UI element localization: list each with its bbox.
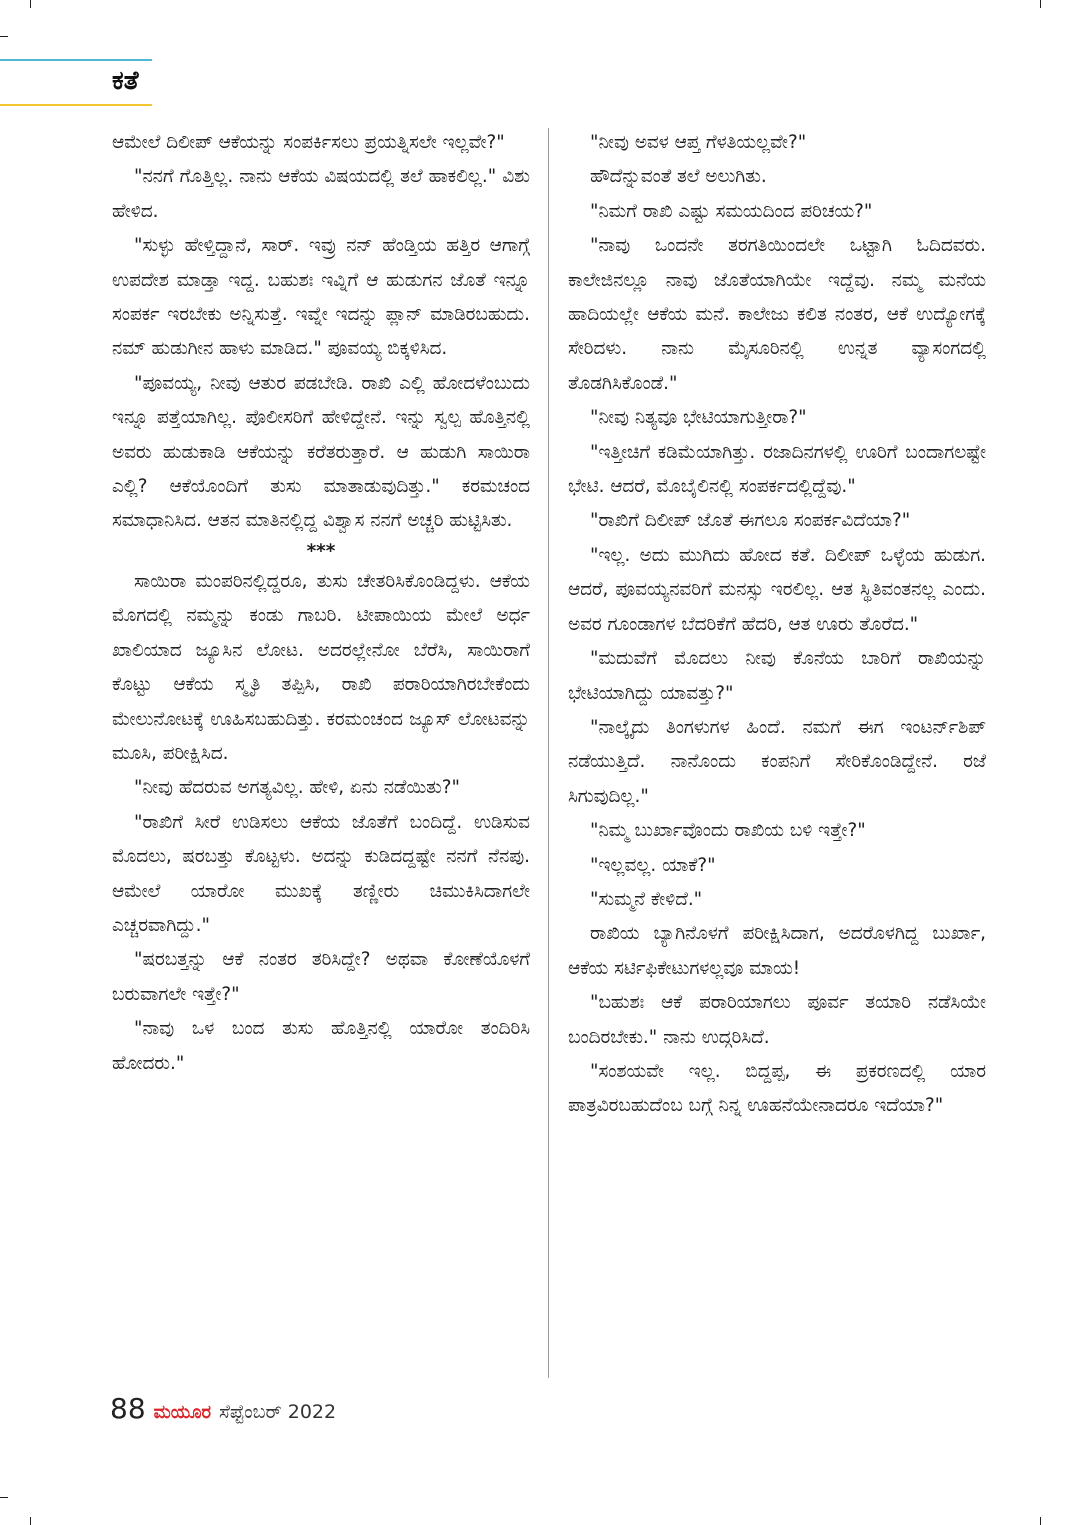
section-label: ಕತೆ xyxy=(112,66,139,96)
paragraph: "ಸಂಶಯವೇ ಇಲ್ಲ. ಬಿದ್ದಪ್ಪ, ಈ ಪ್ರಕರಣದಲ್ಲಿ ಯಾರ ಪಾತ್ರವಿರಬಹುದೆಂಬ ಬಗ್ಗೆ ನಿನ್ನ ಊಹನೆಯೇನಾದರೂ ಇದೆಯಾ?" xyxy=(568,1060,986,1117)
crop-mark xyxy=(0,36,8,37)
paragraph: "ಇಲ್ಲವಲ್ಲ. ಯಾಕೆ?" xyxy=(590,854,716,876)
crop-mark xyxy=(1040,1517,1041,1525)
paragraph: "ನೀವು ಅವಳ ಆಪ್ತ ಗೆಳತಿಯಲ್ಲವೇ?" xyxy=(590,132,807,153)
paragraph: "ಬಹುಶಃ ಆಕೆ ಪರಾರಿಯಾಗಲು ಪೂರ್ವ ತಯಾರಿ ನಡೆಸಿಯೇ ಬಂದಿರಬೇಕು." ನಾನು ಉದ್ಗರಿಸಿದೆ. xyxy=(568,992,986,1048)
paragraph: ರಾಖಿಯ ಬ್ಯಾಗಿನೊಳಗೆ ಪರೀಕ್ಷಿಸಿದಾಗ, ಅದರೊಳಗಿದ್ದ ಬುರ್ಖಾ, ಆಕೆಯ ಸರ್ಟಿಫಿಕೇಟುಗಳಲ್ಲವೂ ಮಾಯ! xyxy=(568,923,986,979)
paragraph: "ಸುಮ್ಮನೆ ಕೇಳಿದೆ." xyxy=(590,888,703,910)
page-number: 88 xyxy=(110,1392,146,1425)
paragraph: ಆಮೇಲೆ ದಿಲೀಪ್ ಆಕೆಯನ್ನು ಸಂಪರ್ಕಿಸಲು ಪ್ರಯತ್ನಿಸಲೇ ಇಲ್ಲವೇ?" xyxy=(112,132,505,153)
paragraph: "ಪೂವಯ್ಯ, ನೀವು ಆತುರ ಪಡಬೇಡಿ. ರಾಖಿ ಎಲ್ಲಿ ಹೋದಳೆಂಬುದು ಇನ್ನೂ ಪತ್ತೆಯಾಗಿಲ್ಲ. ಪೊಲೀಸರಿಗೆ ಹೇಳಿದ್ದೇನೆ. ಇನ್ನು ಸ್ವಲ್ಪ ಹೊತ್ತಿನಲ್ಲಿ ಅವರು ಹುಡುಕಾಡಿ ಆಕೆಯನ್ನು ಕರೆತರುತ್ತಾರೆ. ಆ ಹುಡುಗಿ ಸಾಯಿರಾ ಎಲ್ಲಿ? ಆಕೆಯೊಂದಿಗೆ ತುಸು ಮಾತಾಡುವುದಿತ್ತು." ಕರಮಚಂದ ಸಮಾಧಾನಿಸಿದ. ಆತನ ಮಾತಿನಲ್ಲಿದ್ದ ವಿಶ್ವಾಸ ನನಗೆ ಅಚ್ಚರಿ ಹುಟ್ಟಿಸಿತು. xyxy=(112,372,530,532)
paragraph: "ನಿಮಗೆ ರಾಖಿ ಎಷ್ಟು ಸಮಯದಿಂದ ಪರಿಚಯ?" xyxy=(590,200,873,222)
paragraph: "ನಾಲ್ಕೈದು ತಿಂಗಳುಗಳ ಹಿಂದೆ. ನಮಗೆ ಈಗ ಇಂಟರ್ನ್‌ಶಿಪ್ ನಡೆಯುತ್ತಿದೆ. ನಾನೊಂದು ಕಂಪನಿಗೆ ಸೇರಿಕೊಂಡಿದ್ದೇನೆ. ರಜೆ ಸಿಗುವುದಿಲ್ಲ." xyxy=(568,716,986,807)
crop-mark xyxy=(1040,0,1041,8)
crop-mark xyxy=(30,1517,31,1525)
left-column xyxy=(112,126,530,1081)
paragraph: ಸಾಯಿರಾ ಮಂಪರಿನಲ್ಲಿದ್ದರೂ, ತುಸು ಚೇತರಿಸಿಕೊಂಡಿದ್ದಳು. ಆಕೆಯ ಮೊಗದಲ್ಲಿ ನಮ್ಮನ್ನು ಕಂಡು ಗಾಬರಿ. ಟೀಪಾಯಿಯ ಮೇಲೆ ಅರ್ಧ ಖಾಲಿಯಾದ ಜ್ಯೂಸಿನ ಲೋಟ. ಅದರಲ್ಲೇನೋ ಬೆರೆಸಿ, ಸಾಯಿರಾಗೆ ಕೊಟ್ಟು ಆಕೆಯ ಸ್ಮೃತಿ ತಪ್ಪಿಸಿ, ರಾಖಿ ಪರಾರಿಯಾಗಿರಬೇಕೆಂದು ಮೇಲುನೋಟಕ್ಕೆ ಊಹಿಸಬಹುದಿತ್ತು. ಕರಮಂಚಂದ ಜ್ಯೂಸ್ ಲೋಟವನ್ನು ಮೂಸಿ, ಪರೀಕ್ಷಿಸಿದ. xyxy=(112,570,530,764)
paragraph: "ಇತ್ತೀಚಿಗೆ ಕಡಿಮೆಯಾಗಿತ್ತು. ರಜಾದಿನಗಳಲ್ಲಿ ಊರಿಗೆ ಬಂದಾಗಲಷ್ಟೇ ಭೇಟಿ. ಆದರೆ, ಮೊಬೈಲಿನಲ್ಲಿ ಸಂಪರ್ಕದಲ್ಲಿದ್ದೆವು." xyxy=(568,441,986,498)
column-divider xyxy=(548,128,549,1378)
header-rule-yellow xyxy=(0,104,152,106)
page-footer xyxy=(110,1392,336,1425)
paragraph: "ಷರಬತ್ತನ್ನು ಆಕೆ ನಂತರ ತರಿಸಿದ್ದೇ? ಅಥವಾ ಕೋಣೆಯೊಳಗೆ ಬರುವಾಗಲೇ ಇತ್ತೇ?" xyxy=(112,949,530,1005)
paragraph: "ನಿಮ್ಮ ಬುರ್ಖಾವೊಂದು ರಾಖಿಯ ಬಳಿ ಇತ್ತೇ?" xyxy=(590,820,866,842)
paragraph: "ನೀವು ನಿತ್ಯವೂ ಭೇಟಿಯಾಗುತ್ತೀರಾ?" xyxy=(590,407,807,429)
paragraph: "ಇಲ್ಲ. ಅದು ಮುಗಿದು ಹೋದ ಕತೆ. ದಿಲೀಪ್ ಒಳ್ಳೆಯ ಹುಡುಗ. ಆದರೆ, ಪೂವಯ್ಯನವರಿಗೆ ಮನಸ್ಸು ಇರಲಿಲ್ಲ. ಆತ ಸ್ಥಿತಿವಂತನಲ್ಲ ಎಂದು. ಅವರ ಗೂಂಡಾಗಳ ಬೆದರಿಕೆಗೆ ಹೆದರಿ, ಆತ ಊರು ತೊರೆದ." xyxy=(568,544,986,635)
paragraph: "ಮದುವೆಗೆ ಮೊದಲು ನೀವು ಕೊನೆಯ ಬಾರಿಗೆ ರಾಖಿಯನ್ನು ಭೇಟಿಯಾಗಿದ್ದು ಯಾವತ್ತು?" xyxy=(568,648,986,704)
crop-mark xyxy=(30,0,31,8)
paragraph: "ನಾವು ಒಳ ಬಂದ ತುಸು ಹೊತ್ತಿನಲ್ಲಿ ಯಾರೋ ತಂದಿರಿಸಿ ಹೋದರು." xyxy=(112,1018,530,1074)
magazine-logo: ಮಯೂರ xyxy=(153,1402,212,1423)
paragraph: "ರಾಖಿಗೆ ಸೀರೆ ಉಡಿಸಲು ಆಕೆಯ ಜೊತೆಗೆ ಬಂದಿದ್ದೆ. ಉಡಿಸುವ ಮೊದಲು, ಷರಬತ್ತು ಕೊಟ್ಟಳು. ಅದನ್ನು ಕುಡಿದದ್ದಷ್ಟೇ ನನಗೆ ನೆನಪು. ಆಮೇಲೆ ಯಾರೋ ಮುಖಕ್ಕೆ ತಣ್ಣೀರು ಚಿಮುಕಿಸಿದಾಗಲೇ ಎಚ್ಚರವಾಗಿದ್ದು." xyxy=(112,811,530,936)
paragraph: ಹೌದೆನ್ನುವಂತೆ ತಲೆ ಅಲುಗಿತು. xyxy=(590,166,767,188)
right-column xyxy=(568,126,986,1124)
header-rule-blue xyxy=(0,59,152,61)
paragraph: "ನಾವು ಒಂದನೇ ತರಗತಿಯಿಂದಲೇ ಒಟ್ಟಾಗಿ ಓದಿದವರು. ಕಾಲೇಜಿನಲ್ಲೂ ನಾವು ಜೊತೆಯಾಗಿಯೇ ಇದ್ದೆವು. ನಮ್ಮ ಮನೆಯ ಹಾದಿಯಲ್ಲೇ ಆಕೆಯ ಮನೆ. ಕಾಲೇಜು ಕಲಿತ ನಂತರ, ಆಕೆ ಉದ್ಯೋಗಕ್ಕೆ ಸೇರಿದಳು. ನಾನು ಮೈಸೂರಿನಲ್ಲಿ ಉನ್ನತ ವ್ಯಾಸಂಗದಲ್ಲಿ ತೊಡಗಿಸಿಕೊಂಡೆ." xyxy=(568,235,986,394)
paragraph: "ರಾಖಿಗೆ ದಿಲೀಪ್ ಜೊತೆ ಈಗಲೂ ಸಂಪರ್ಕವಿದೆಯಾ?" xyxy=(590,510,911,532)
section-separator: *** xyxy=(306,540,336,562)
issue-date: ಸೆಪ್ಟೆಂಬರ್ 2022 xyxy=(219,1401,337,1423)
paragraph: "ನನಗೆ ಗೊತ್ತಿಲ್ಲ. ನಾನು ಆಕೆಯ ವಿಷಯದಲ್ಲಿ ತಲೆ ಹಾಕಲಿಲ್ಲ." ವಿಶು ಹೇಳಿದ. xyxy=(112,166,530,222)
crop-mark xyxy=(0,1497,8,1498)
paragraph: "ಸುಳ್ಳು ಹೇಳ್ತಿದ್ದಾನೆ, ಸಾರ್. ಇವ್ರು ನನ್ ಹೆಂಡ್ತಿಯ ಹತ್ತಿರ ಆಗಾಗ್ಗೆ ಉಪದೇಶ ಮಾಡ್ತಾ ಇದ್ದ. ಬಹುಶಃ ಇವ್ನಿಗೆ ಆ ಹುಡುಗನ ಜೊತೆ ಇನ್ನೂ ಸಂಪರ್ಕ ಇರಬೇಕು ಅನ್ನಿಸುತ್ತೆ. ಇವ್ನೇ ಇದನ್ನು ಪ್ಲಾನ್ ಮಾಡಿರಬಹುದು. ನಮ್ ಹುಡುಗೀನ ಹಾಳು ಮಾಡಿದ." ಪೂವಯ್ಯ ಬಿಕ್ಕಳಿಸಿದ. xyxy=(112,235,530,360)
paragraph: "ನೀವು ಹೆದರುವ ಅಗತ್ಯವಿಲ್ಲ. ಹೇಳಿ, ಏನು ನಡೆಯಿತು?" xyxy=(134,777,460,799)
